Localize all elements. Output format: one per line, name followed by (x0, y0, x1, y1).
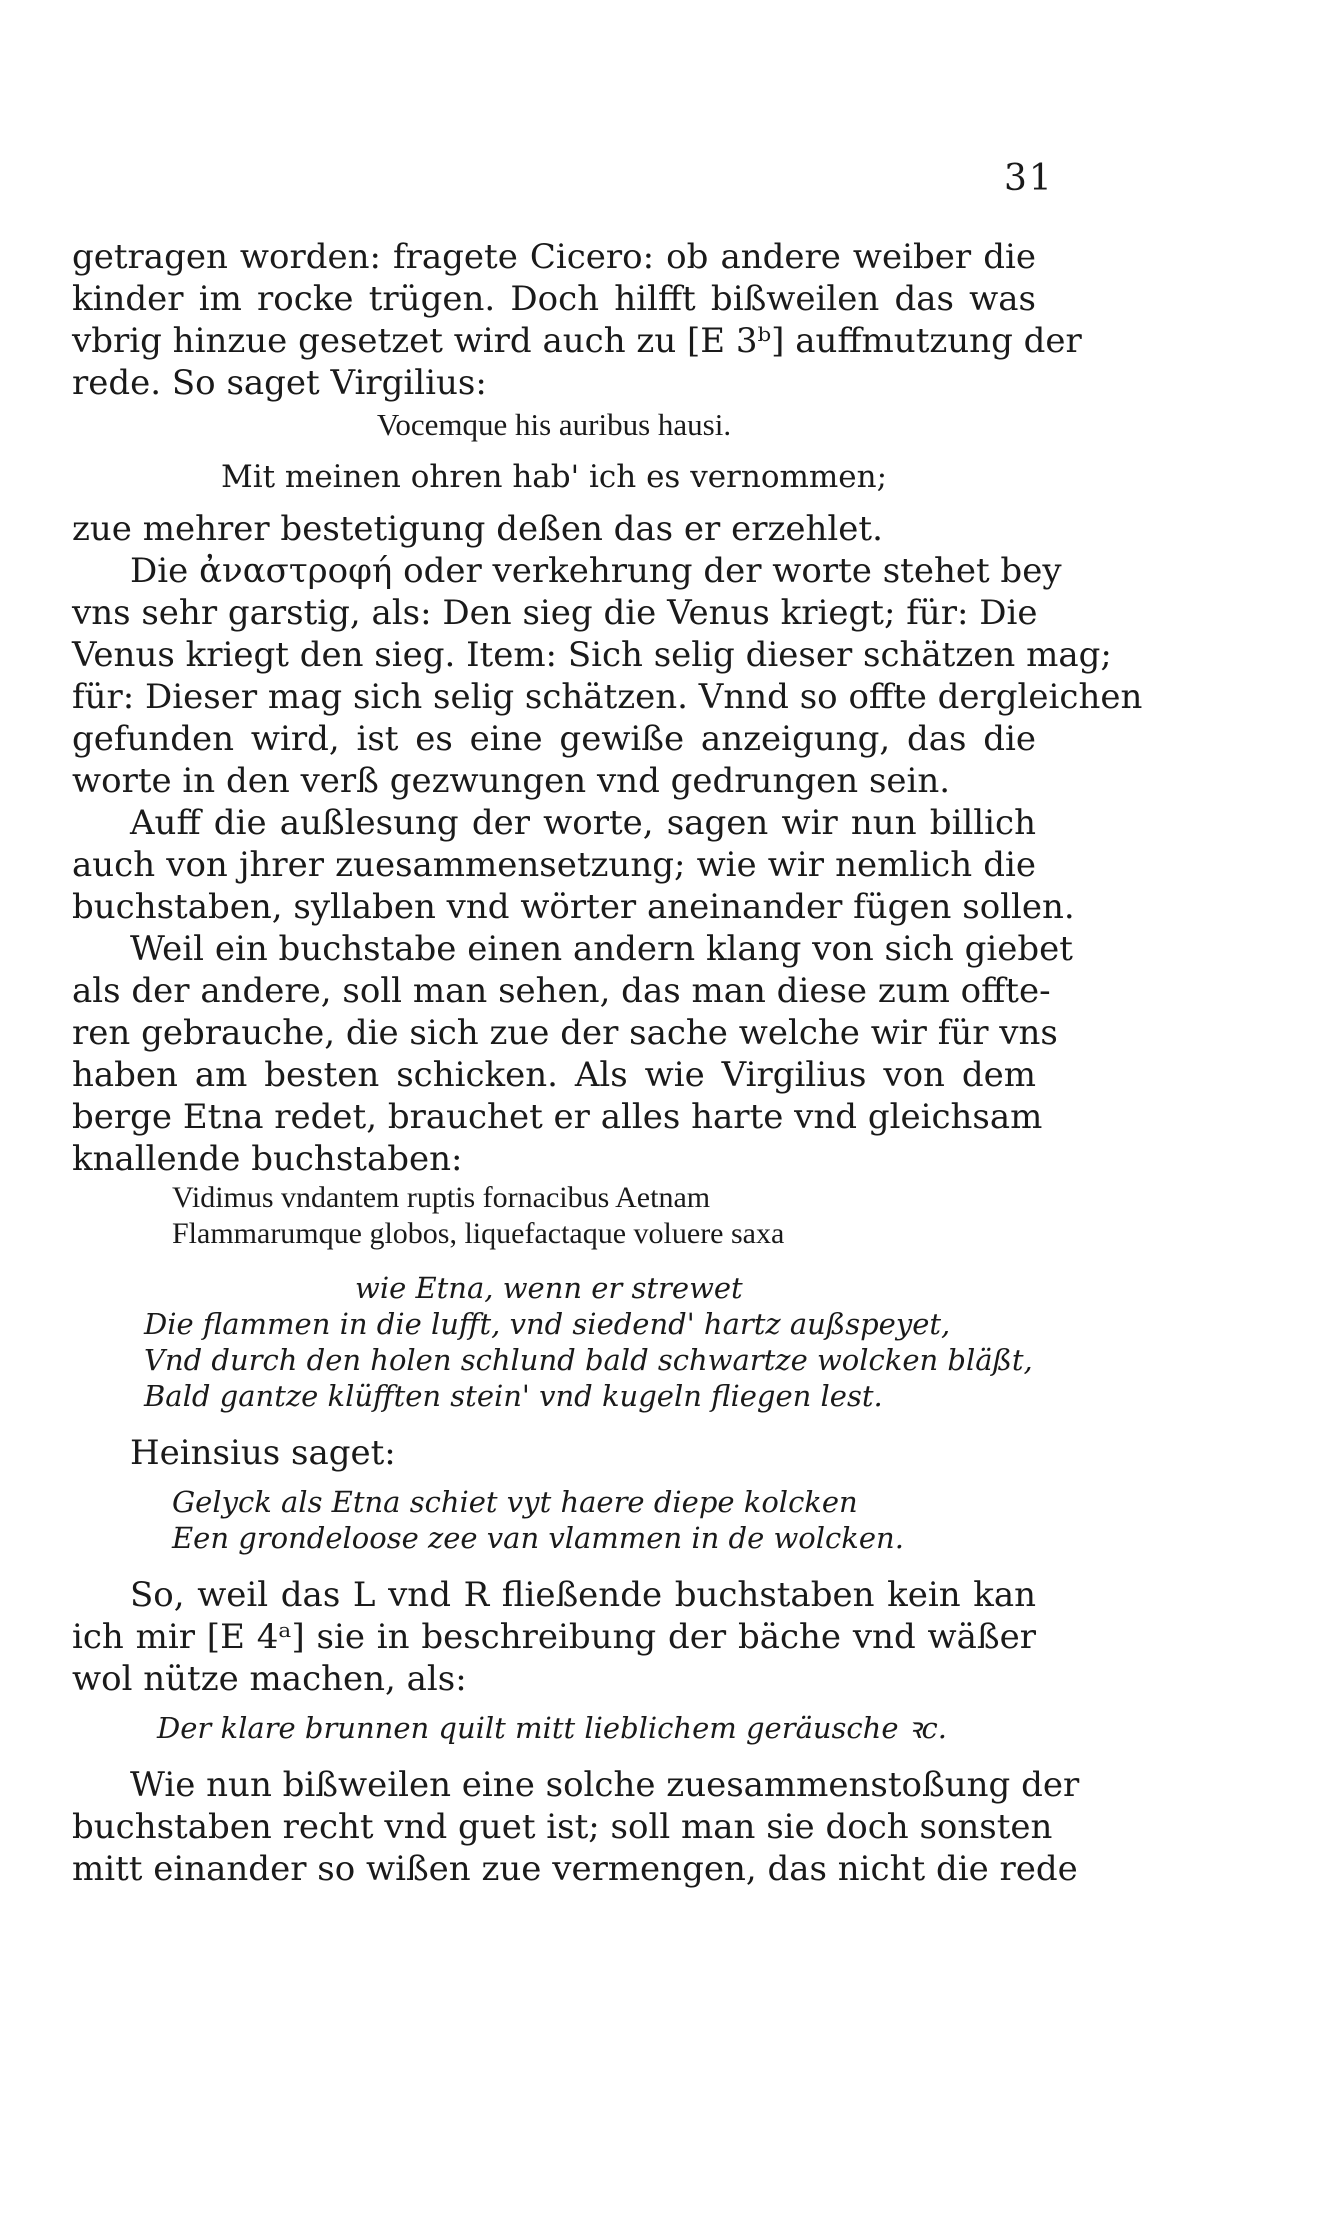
page-number: 31 (1004, 158, 1054, 199)
text-line: So, weil das L vnd R fließende buchstaben kein kan (130, 1575, 1036, 1615)
text-line: Die ἀναστροφή oder verkehrung der worte stehet bey (130, 551, 1062, 591)
verse-line: Vnd durch den holen schlund bald schwartze wolcken bläßt, (144, 1343, 1033, 1377)
verse-line: Die flammen in die lufft, vnd siedend' hartz außspeyet, (144, 1307, 951, 1341)
text-line: knallende buchstaben: (72, 1139, 463, 1179)
paragraph-letters (72, 928, 1073, 1180)
text-line: Auff die außlesung der worte, sagen wir nun billich (130, 803, 1036, 843)
text-line: für: Dieser mag sich selig schätzen. Vnnd so offte dergleichen (72, 677, 1143, 717)
text-line: berge Etna redet, brauchet er alles harte vnd gleichsam (72, 1097, 1043, 1137)
text-line: als der andere, soll man sehen, das man diese zum offte- (72, 971, 1051, 1011)
text-line: zue mehrer bestetigung deßen das er erzehlet. (72, 509, 883, 549)
text-line: worte in den verß gezwungen vnd gedrungen sein. (72, 761, 951, 801)
text-line: Venus kriegt den sieg. Item: Sich selig dieser schätzen mag; (72, 635, 1112, 675)
text-line: haben am besten schicken. Als wie Virgilius von dem (72, 1055, 1036, 1095)
paragraph-cicero (72, 236, 1082, 404)
verse-line: wie Etna, wenn er strewet (355, 1271, 743, 1305)
paragraph-composition (72, 802, 1075, 928)
text-line: ren gebrauche, die sich zue der sache welche wir für vns (72, 1013, 1058, 1053)
verse-line: Gelyck als Etna schiet vyt haere diepe kolcken (172, 1485, 858, 1519)
text-line: mitt einander so wißen zue vermengen, das nicht die rede (72, 1849, 1078, 1889)
text-line: wol nütze machen, als: (72, 1659, 467, 1699)
text-line: buchstaben, syllaben vnd wörter aneinander fügen sollen. (72, 887, 1075, 927)
heinsius-intro: Heinsius saget: (130, 1433, 396, 1473)
paragraph-flowing-letters (72, 1574, 1036, 1700)
text-line: auch von jhrer zuesammensetzung; wie wir nemlich die (72, 845, 1036, 885)
text-line: gefunden wird, ist es eine gewiße anzeigung, das die (72, 719, 1036, 759)
german-translation: Mit meinen ohren hab' ich es vernommen; (220, 459, 888, 495)
text-line: rede. So saget Virgilius: (72, 363, 487, 403)
text-line: buchstaben recht vnd guet ist; soll man sie doch sonsten (72, 1807, 1053, 1847)
brunnen-quote: Der klare brunnen quilt mitt lieblichem geräusche ꝛc. (157, 1711, 947, 1745)
dutch-verse (72, 1484, 1036, 1556)
paragraph-mixing (72, 1764, 1080, 1890)
page-body (72, 236, 1143, 1890)
latin-quote: Vocemque his auribus hausi. (376, 407, 732, 442)
verse-line: Flammarumque globos, liquefactaque voluere saxa (172, 1217, 785, 1250)
text-line: vbrig hinzue gesetzet wird auch zu [E 3ᵇ] auffmutzung der (72, 321, 1082, 361)
text-line: ich mir [E 4ᵃ] sie in beschreibung der bäche vnd wäßer (72, 1617, 1036, 1657)
text-line: Weil ein buchstabe einen andern klang von sich giebet (130, 929, 1073, 969)
verse-line: Vidimus vndantem ruptis fornacibus Aetnam (172, 1181, 711, 1214)
text-line: getragen worden: fragete Cicero: ob andere weiber die (72, 237, 1036, 277)
german-verse (72, 1270, 1036, 1414)
text-line: Wie nun bißweilen eine solche zuesammenstoßung der (130, 1765, 1080, 1805)
verse-line: Een grondeloose zee van vlammen in de wolcken. (172, 1521, 904, 1555)
verse-line: Bald gantze klüfften stein' vnd kugeln fliegen lest. (144, 1379, 883, 1413)
paragraph-anastrophe (72, 550, 1143, 802)
text-line: vns sehr garstig, als: Den sieg die Venus kriegt; für: Die (72, 593, 1038, 633)
latin-verse (72, 1180, 1036, 1252)
text-line: kinder im rocke trügen. Doch hilfft bißweilen das was (72, 279, 1036, 319)
